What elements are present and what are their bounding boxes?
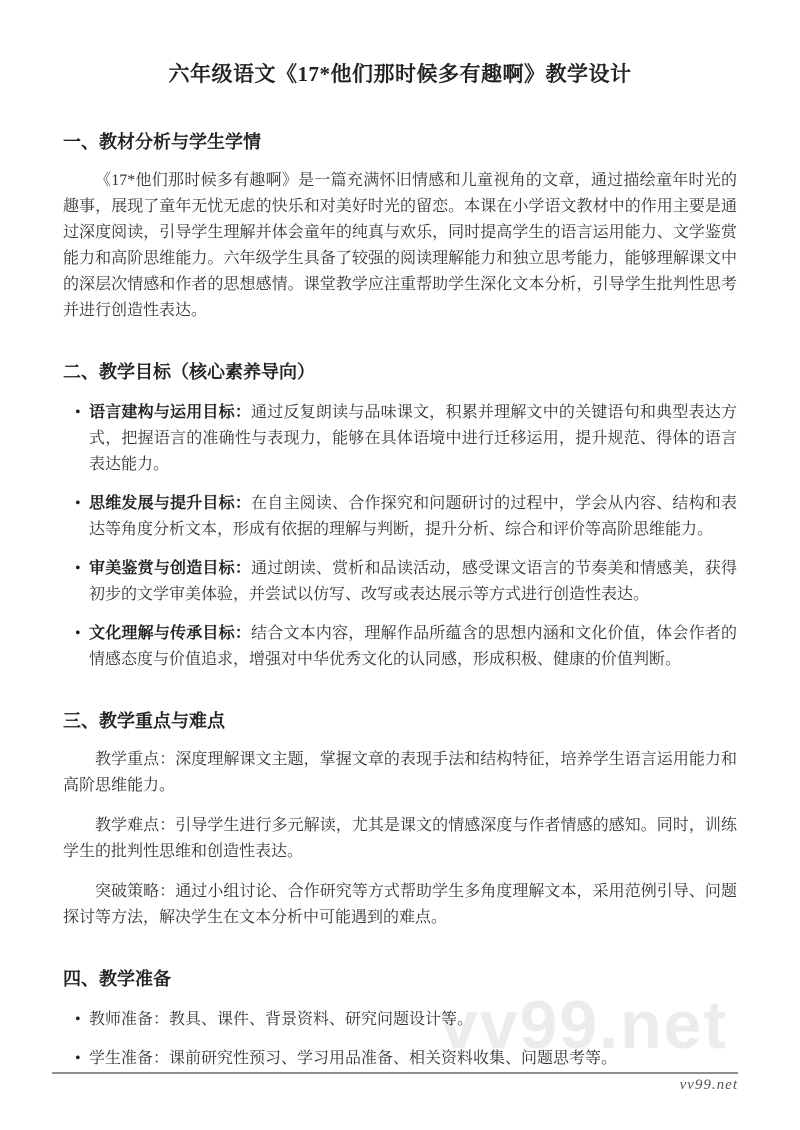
bullet-text: 学生准备：课前研究性预习、学习用品准备、相关资料收集、问题思考等。: [89, 1050, 618, 1067]
paragraph-strategy: 突破策略：通过小组讨论、合作研究等方式帮助学生多角度理解文本，采用范例引导、问题探讨等方法，解决学生在文本分析中可能遇到的难点。: [63, 883, 737, 926]
list-item-teacher-preparation: [63, 1007, 737, 1033]
section-heading-teaching-objectives: 二、教学目标（核心素养导向）: [63, 362, 315, 382]
bullet-label: 语言建构与运用目标：: [89, 404, 252, 421]
paragraph-key-point: 教学重点：深度理解课文主题，掌握文章的表现手法和结构特征，培养学生语言运用能力和高阶思维能力。: [63, 751, 737, 794]
section-heading-key-points: 三、教学重点与难点: [63, 711, 225, 731]
bullet-text: 通过朗读、赏析和品读活动，感受课文语言的节奏美和情感美，获得初步的文学审美体验，并尝试以仿写、改写或表达展示等方式进行创造性表达。: [89, 560, 737, 603]
section-preparation: [63, 965, 737, 1072]
paragraph-difficulty: 教学难点：引导学生进行多元解读，尤其是课文的情感深度与作者情感的感知。同时，训练学生的批判性思维和创造性表达。: [63, 817, 737, 860]
bullet-icon: •: [75, 560, 81, 577]
bullet-icon: •: [75, 1050, 81, 1067]
list-item-aesthetic-objective: [63, 556, 737, 608]
watermark: vv99.net: [439, 987, 728, 1063]
bullet-text: 教师准备：教具、课件、背景资料、研究问题设计等。: [89, 1011, 474, 1028]
bullet-icon: •: [75, 1011, 81, 1028]
page-title: 六年级语文《17*他们那时候多有趣啊》教学设计: [168, 62, 632, 86]
bullet-text: 结合文本内容，理解作品所蕴含的思想内涵和文化价值，体会作者的情感态度与价值追求，增强对中华优秀文化的认同感，形成积极、健康的价值判断。: [89, 625, 737, 668]
section-material-analysis: [63, 128, 737, 324]
paragraph-material-analysis: 《17*他们那时候多有趣啊》是一篇充满怀旧情感和儿童视角的文章，通过描绘童年时光的趣事，展现了童年无忧无虑的快乐和对美好时光的留恋。本课在小学语文教材中的作用主要是通过深度阅读，引导学生理解并体会童年的纯真与欢乐，同时提高学生的语言运用能力、文学鉴赏能力和高阶思维能力。六年级学生具备了较强的阅读理解能力和独立思考能力，能够理解课文中的深层次情感和作者的思想感情。课堂教学应注重帮助学生深化文本分析，引导学生批判性思考并进行创造性表达。: [63, 172, 737, 319]
bullet-text: 在自主阅读、合作探究和问题研讨的过程中，学会从内容、结构和表达等角度分析文本，形成有依据的理解与判断，提升分析、综合和评价等高阶思维能力。: [89, 495, 737, 538]
bullet-label: 审美鉴赏与创造目标：: [89, 560, 252, 577]
preparation-list: [63, 1007, 737, 1072]
list-item-culture-objective: [63, 621, 737, 673]
bullet-label: 思维发展与提升目标：: [89, 495, 252, 512]
section-heading-preparation: 四、教学准备: [63, 969, 171, 989]
section-key-points: [63, 707, 737, 931]
section-heading-material-analysis: 一、教材分析与学生学情: [63, 132, 261, 152]
bullet-icon: •: [75, 625, 81, 642]
bullet-icon: •: [75, 495, 81, 512]
list-item-language-objective: [63, 400, 737, 478]
bullet-icon: •: [75, 404, 81, 421]
footer-rule: [52, 1072, 738, 1094]
section-teaching-objectives: [63, 358, 737, 673]
bullet-text: 通过反复朗读与品味课文，积累并理解文中的关键语句和典型表达方式，把握语言的准确性与表现力，能够在具体语境中进行迁移运用，提升规范、得体的语言表达能力。: [89, 404, 737, 473]
list-item-thinking-objective: [63, 491, 737, 543]
footer-site-text: vv99.net: [679, 1077, 738, 1093]
list-item-student-preparation: [63, 1046, 737, 1072]
objectives-list: [63, 400, 737, 673]
bullet-label: 文化理解与传承目标：: [89, 625, 252, 642]
